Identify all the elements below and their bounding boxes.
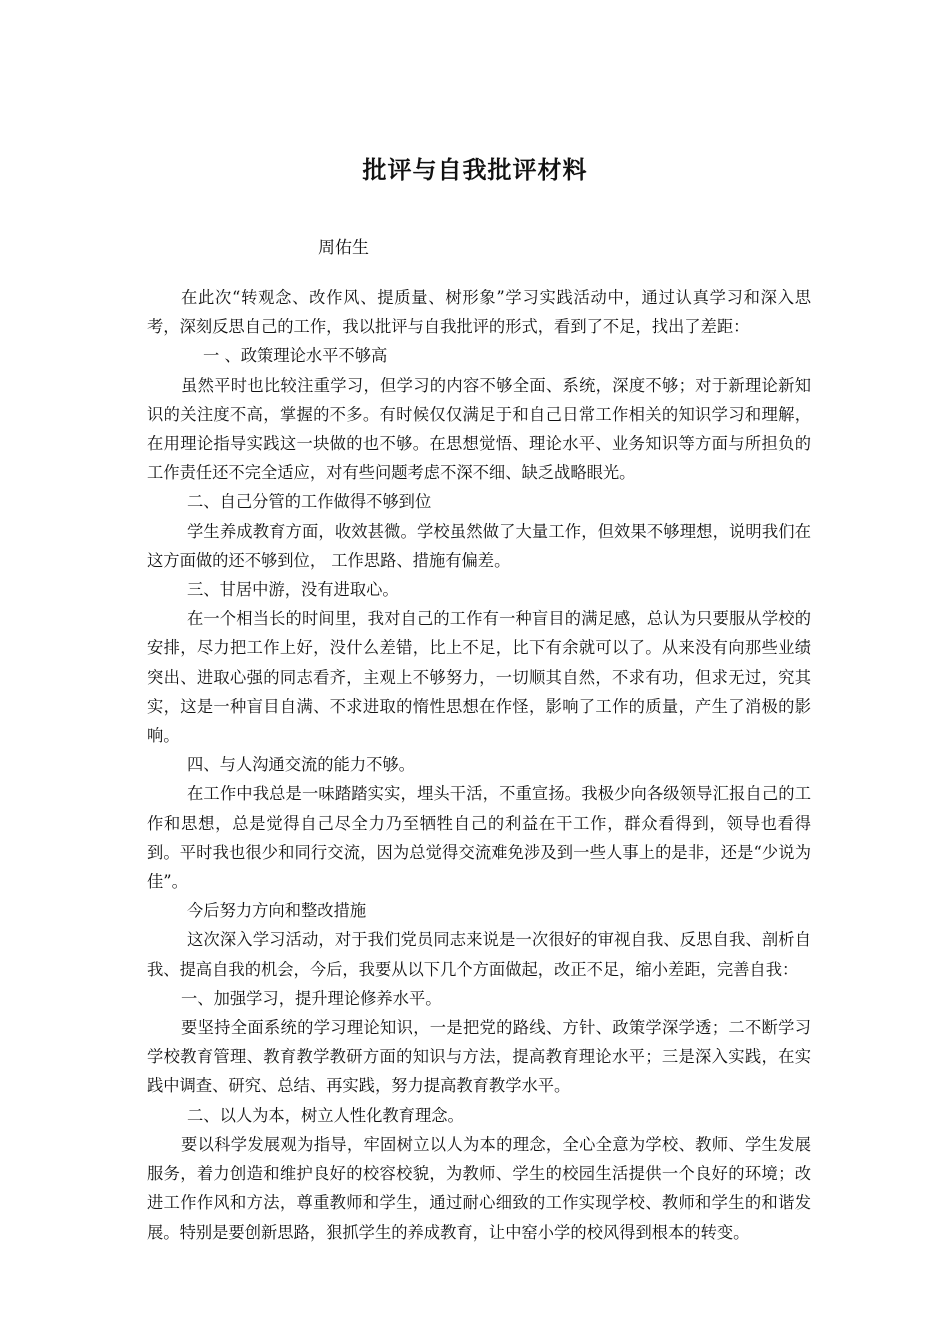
- paragraph-3: 在一个相当长的时间里，我对自己的工作有一种盲目的满足感，总认为只要服从学校的安排，尽力把工作上好，没什么差错，比上不足，比下有余就可以了。从来没有向那些业绩突出、进取心强的同志看齐，主观上不够努力，一切顺其自然，不求有功，但求无过，究其实，这是一种盲目自满、不求进取的惰性思想在作怪，影响了工作的质量，产生了消极的影响。: [147, 609, 811, 746]
- paragraph-intro: 在此次“转观念、改作风、提质量、树形象”学习实践活动中，通过认真学习和深入思考，深刻反思自己的工作，我以批评与自我批评的形式，看到了不足，找出了差距：: [147, 288, 811, 337]
- paragraph-1: 虽然平时也比较注重学习，但学习的内容不够全面、系统，深度不够；对于新理论新知识的关注度不高，掌握的不多。有时候仅仅满足于和自己日常工作相关的知识学习和理解，在用理论指导实践这一块做的也不够。在思想觉悟、理论水平、业务知识等方面与所担负的工作责任还不完全适应，对有些问题考虑不深不细、缺乏战略眼光。: [147, 375, 811, 483]
- paragraph-measures: 这次深入学习活动，对于我们党员同志来说是一次很好的审视自我、反思自我、剖析自我、提高自我的机会，今后，我要从以下几个方面做起，改正不足，缩小差距，完善自我：: [147, 930, 811, 979]
- heading-measure-1: 一、加强学习，提升理论修养水平。: [181, 988, 442, 1008]
- heading-measure-2: 二、以人为本，树立人性化教育理念。: [187, 1105, 464, 1125]
- paragraph-measure-2: 要以科学发展观为指导，牢固树立以人为本的理念，全心全意为学校、教师、学生发展服务，着力创造和维护良好的校容校貌，为教师、学生的校园生活提供一个良好的环境；改进工作作风和方法，尊重教师和学生，通过耐心细致的工作实现学校、教师和学生的和谐发展。特别是要创新思路，狠抓学生的养成教育，让中窑小学的校风得到根本的转变。: [147, 1134, 811, 1242]
- heading-4: 四、与人沟通交流的能力不够。: [187, 755, 415, 775]
- paragraph-4: 在工作中我总是一味踏踏实实，埋头干活，不重宣扬。我极少向各级领导汇报自己的工作和思想，总是觉得自己尽全力乃至牺牲自己的利益在干工作，群众看得到，领导也看得到。平时我也很少和同行交流，因为总觉得交流难免涉及到一些人事上的是非，还是“少说为佳”。: [147, 784, 811, 892]
- heading-1: 一 、政策理论水平不够高: [203, 346, 388, 366]
- document-author: 周佑生: [318, 238, 369, 258]
- heading-measures: 今后努力方向和整改措施: [187, 901, 367, 921]
- paragraph-measure-1: 要坚持全面系统的学习理论知识，一是把党的路线、方针、政策学深学透；二不断学习学校教育管理、教育教学教研方面的知识与方法，提高教育理论水平；三是深入实践，在实践中调查、研究、总结、再实践，努力提高教育教学水平。: [147, 1018, 811, 1096]
- heading-2: 二、自己分管的工作做得不够到位: [187, 492, 432, 512]
- paragraph-2: 学生养成教育方面，收效甚微。学校虽然做了大量工作，但效果不够理想，说明我们在这方面做的还不够到位， 工作思路、措施有偏差。: [147, 521, 811, 570]
- document-body: [147, 283, 811, 1247]
- heading-3: 三、甘居中游，没有进取心。: [187, 580, 399, 600]
- document-title: 批评与自我批评材料: [362, 156, 588, 184]
